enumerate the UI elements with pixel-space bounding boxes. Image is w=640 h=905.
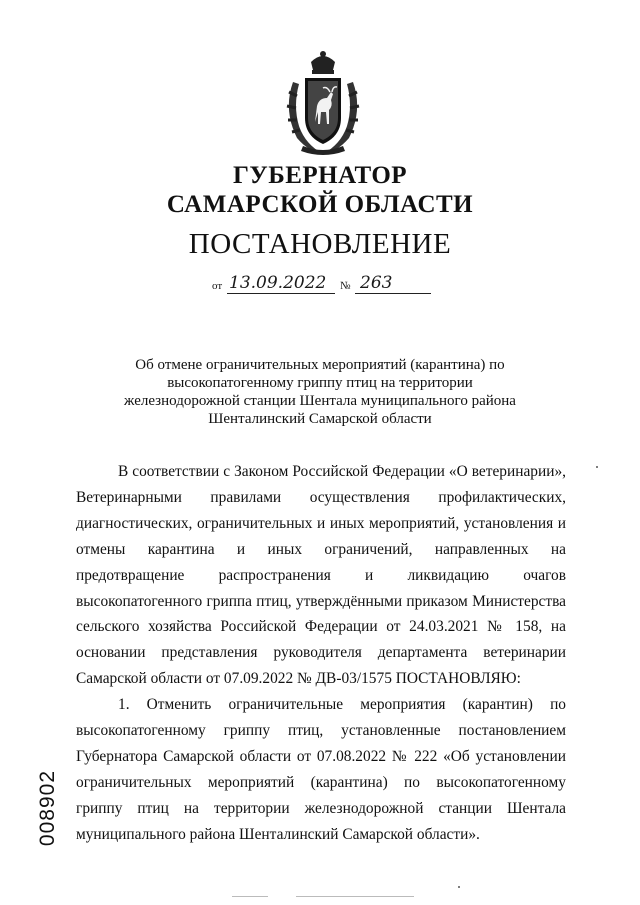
date-number-line xyxy=(212,273,442,298)
number-label: № xyxy=(340,280,351,292)
document-subject: Об отмене ограничительных мероприятий (карантина) по высокопатогенному гриппу птиц на территории железнодорожной станции Шентала муниципального района Шенталинский Самарской области xyxy=(124,357,516,427)
preamble-paragraph: В соответствии с Законом Российской Федерации «О ветеринарии», Ветеринарными правилами осуществления профилактических, диагностических, ограничительных и иных мероприятий, установления и отмены карантина и иных ограничений, направленных на предотвращение распространения и ликвидацию очагов высокопатогенного гриппа птиц, утверждёнными приказом Министерства сельского хозяйства Российской Федерации от 24.03.2021 № 158, на основании представления руководителя департамента ветеринарии Самарской области от 07.09.2022 № ДВ-03/1575 ПОСТАНОВЛЯЮ: xyxy=(76,463,566,688)
side-registration-number: 008902 xyxy=(36,770,59,847)
document-body xyxy=(76,459,566,848)
clause-1-paragraph: 1. Отменить ограничительные мероприятия (карантин) по высокопатогенному гриппу птиц, установленные постановлением Губернатора Самарской области от 07.08.2022 № 222 «Об установлении ограничительных мероприятий (карантина) по высокопатогенному гриппу птиц на территории железнодорожной станции Шентала муниципального района Шенталинский Самарской области». xyxy=(76,696,566,843)
scan-artifact-line xyxy=(296,896,414,897)
region-title: САМАРСКОЙ ОБЛАСТИ xyxy=(166,191,474,218)
document-type: ПОСТАНОВЛЕНИЕ xyxy=(188,228,452,260)
scan-artifact-line xyxy=(232,896,268,897)
scan-speck xyxy=(596,466,598,468)
date-underline xyxy=(227,293,335,294)
scan-speck xyxy=(458,886,460,888)
governor-title: ГУБЕРНАТОР xyxy=(232,162,408,189)
number-underline xyxy=(355,293,431,294)
coat-of-arms-icon xyxy=(275,48,371,158)
document-number: 263 xyxy=(360,273,393,293)
document-date: 13.09.2022 xyxy=(229,273,327,293)
date-from-label: от xyxy=(212,280,223,292)
